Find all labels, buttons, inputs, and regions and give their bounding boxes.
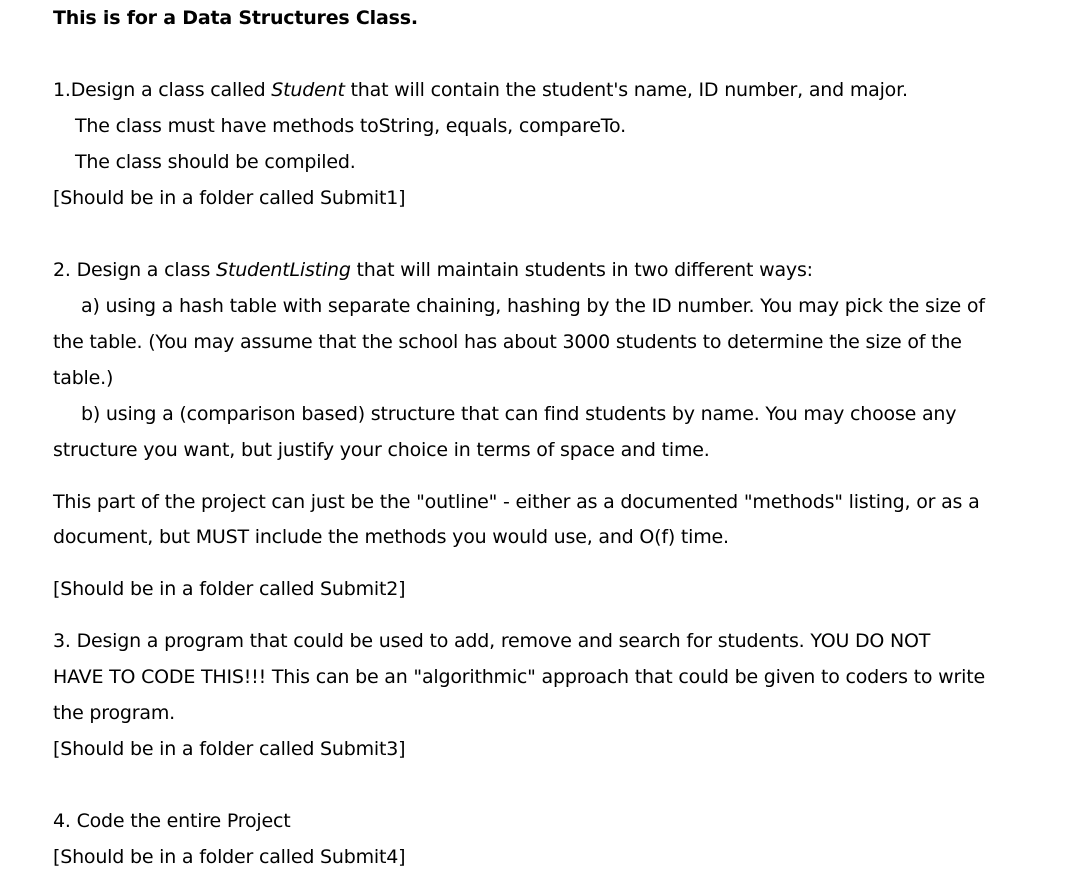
q1-prefix: 1.Design a class called bbox=[53, 79, 272, 101]
q2-note-line-2: document, but MUST include the methods you would use, and O(f) time. bbox=[53, 526, 729, 548]
q3-line-1: 3. Design a program that could be used to add, remove and search for students. YOU DO NOT bbox=[53, 630, 931, 652]
q3-line-2: HAVE TO CODE THIS!!! This can be an "algorithmic" approach that could be given to coders to write bbox=[53, 666, 985, 688]
q2-class-name: StudentListing bbox=[216, 259, 351, 281]
q1-suffix: that will contain the student's name, ID number, and major. bbox=[344, 79, 908, 101]
q3-folder-note: [Should be in a folder called Submit3] bbox=[53, 738, 406, 760]
q1-line-1 bbox=[53, 78, 908, 102]
q4-folder-note: [Should be in a folder called Submit4] bbox=[53, 846, 406, 868]
q2-a-line-2: the table. (You may assume that the school has about 3000 students to determine the size of the bbox=[53, 331, 962, 353]
q2-line-1 bbox=[53, 258, 813, 282]
q2-a-line-3: table.) bbox=[53, 367, 114, 389]
q3-line-3: the program. bbox=[53, 702, 175, 724]
q2-b-line-2: structure you want, but justify your choice in terms of space and time. bbox=[53, 439, 710, 461]
q2-folder-note: [Should be in a folder called Submit2] bbox=[53, 578, 406, 600]
q1-line-2: The class must have methods toString, equals, compareTo. bbox=[75, 115, 626, 137]
q2-b-line-1: b) using a (comparison based) structure that can find students by name. You may choose any bbox=[81, 403, 957, 425]
q4-line-1: 4. Code the entire Project bbox=[53, 810, 291, 832]
q1-class-name: Student bbox=[271, 79, 345, 101]
q2-prefix: 2. Design a class bbox=[53, 259, 217, 281]
q1-line-3: The class should be compiled. bbox=[75, 151, 356, 173]
q2-suffix: that will maintain students in two different ways: bbox=[350, 259, 813, 281]
q2-a-line-1: a) using a hash table with separate chaining, hashing by the ID number. You may pick the size of bbox=[81, 295, 985, 317]
document-heading: This is for a Data Structures Class. bbox=[53, 7, 418, 29]
q2-note-line-1: This part of the project can just be the "outline" - either as a documented "methods" listing, or as a bbox=[53, 491, 980, 513]
q1-folder-note: [Should be in a folder called Submit1] bbox=[53, 187, 406, 209]
